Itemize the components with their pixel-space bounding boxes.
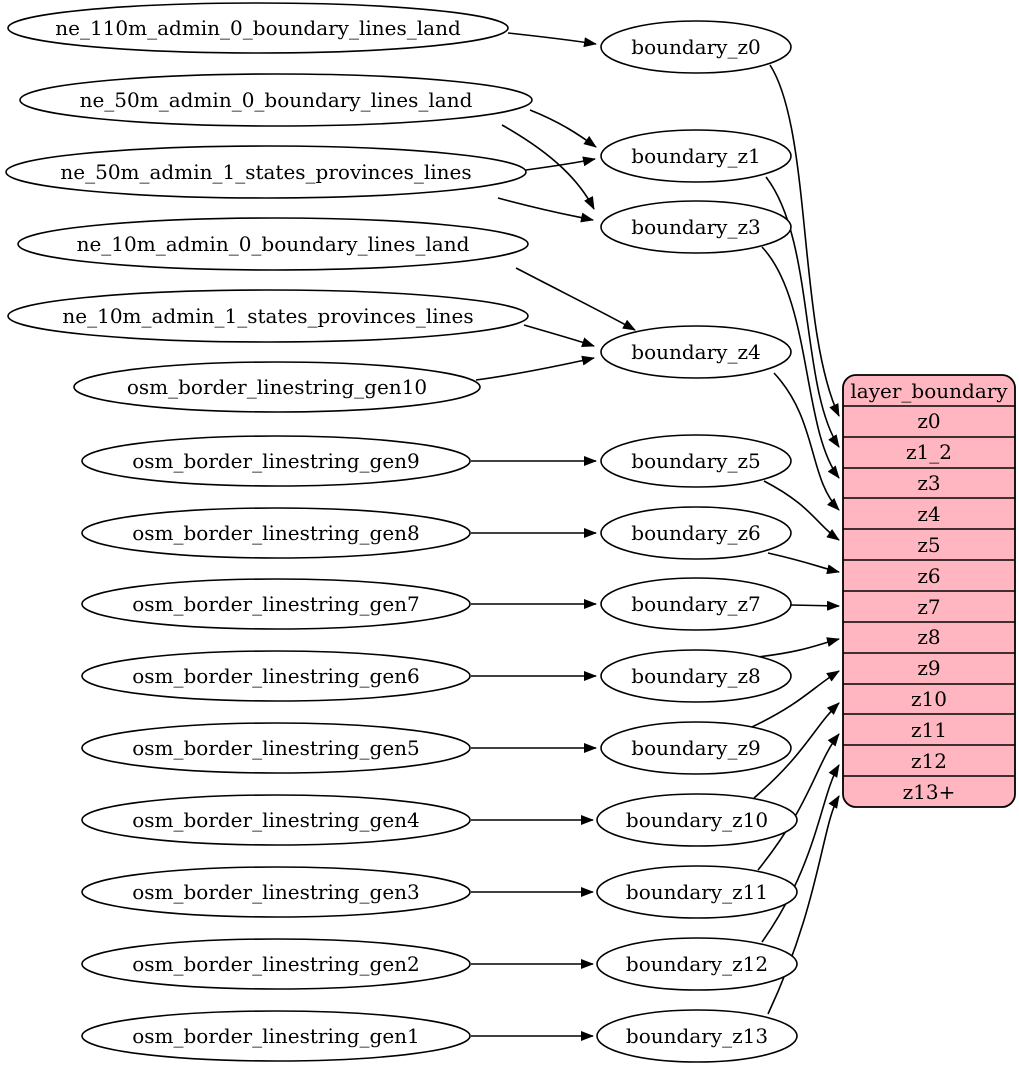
table-row-z11: z11 <box>911 718 947 742</box>
node-boundary-z4 <box>601 326 791 378</box>
node-boundary-z7 <box>601 578 791 630</box>
node-boundary-z9 <box>601 722 791 774</box>
node-osm-border-linestring-gen9 <box>82 436 470 486</box>
node-label: boundary_z7 <box>631 592 761 616</box>
node-boundary-z13 <box>597 1010 797 1062</box>
edge-osm-gen10-to-boundary-z4 <box>476 358 594 380</box>
edge-ne-50m-admin0-to-boundary-z1 <box>530 110 596 147</box>
node-osm-border-linestring-gen3 <box>82 867 470 917</box>
node-boundary-z3 <box>601 201 791 253</box>
node-ne-50m-admin-1-states-provinces-lines <box>6 146 526 198</box>
table-row-z6: z6 <box>917 564 941 588</box>
node-label: boundary_z8 <box>631 664 761 688</box>
node-boundary-z12 <box>597 938 797 990</box>
node-label: boundary_z10 <box>625 808 769 832</box>
edge-ne-110m-admin0-to-boundary-z0 <box>508 33 596 44</box>
node-ne-50m-admin-0-boundary-lines-land <box>20 74 532 126</box>
edge-ne-50m-admin1-to-boundary-z1 <box>526 159 595 170</box>
node-label: boundary_z13 <box>625 1024 769 1048</box>
table-row-z0: z0 <box>917 409 941 433</box>
node-boundary-z1 <box>601 130 791 182</box>
node-boundary-z5 <box>601 435 791 487</box>
edge-ne-10m-admin1-to-boundary-z4 <box>524 325 594 346</box>
node-label: ne_50m_admin_0_boundary_lines_land <box>79 88 473 112</box>
node-label: osm_border_linestring_gen6 <box>132 664 420 688</box>
node-label: ne_50m_admin_1_states_provinces_lines <box>60 160 472 184</box>
edge-boundary-z4-to-row-z4 <box>774 373 839 510</box>
edge-boundary-z6-to-row-z6 <box>768 553 839 572</box>
node-ne-10m-admin-1-states-provinces-lines <box>8 290 528 342</box>
table-row-z13plus: z13+ <box>902 780 956 804</box>
node-label: boundary_z0 <box>631 35 761 59</box>
node-boundary-z8 <box>601 650 791 702</box>
node-osm-border-linestring-gen10 <box>74 362 480 412</box>
node-label: boundary_z12 <box>625 952 769 976</box>
node-label: osm_border_linestring_gen1 <box>132 1024 420 1048</box>
node-label: boundary_z1 <box>631 144 761 168</box>
node-osm-border-linestring-gen1 <box>82 1011 470 1061</box>
table-row-z5: z5 <box>917 533 941 557</box>
node-label: ne_110m_admin_0_boundary_lines_land <box>55 16 461 40</box>
node-label: boundary_z4 <box>631 340 761 364</box>
node-label: osm_border_linestring_gen2 <box>132 952 420 976</box>
source-nodes <box>6 3 532 1061</box>
edge-ne-10m-admin0-to-boundary-z4 <box>516 268 635 330</box>
node-label: ne_10m_admin_0_boundary_lines_land <box>76 232 470 256</box>
table-row-z7: z7 <box>917 595 941 619</box>
node-boundary-z6 <box>601 507 791 559</box>
node-label: osm_border_linestring_gen9 <box>132 449 420 473</box>
table-row-z4: z4 <box>917 502 941 526</box>
table-row-z8: z8 <box>917 625 941 649</box>
node-osm-border-linestring-gen7 <box>82 579 470 629</box>
table-row-z3: z3 <box>917 471 941 495</box>
table-layer-boundary <box>843 375 1015 807</box>
node-label: boundary_z3 <box>631 215 761 239</box>
node-ne-10m-admin-0-boundary-lines-land <box>18 218 528 270</box>
node-boundary-z11 <box>597 866 797 918</box>
node-label: osm_border_linestring_gen10 <box>126 375 428 399</box>
node-label: osm_border_linestring_gen4 <box>132 808 420 832</box>
node-label: osm_border_linestring_gen7 <box>132 592 420 616</box>
node-label: ne_10m_admin_1_states_provinces_lines <box>62 304 474 328</box>
node-osm-border-linestring-gen5 <box>82 723 470 773</box>
edge-boundary-z7-to-row-z7 <box>791 605 839 606</box>
node-boundary-z0 <box>601 21 791 73</box>
edge-boundary-z12-to-row-z12 <box>762 765 839 942</box>
node-boundary-z10 <box>597 794 797 846</box>
node-label: osm_border_linestring_gen3 <box>132 880 420 904</box>
node-label: boundary_z11 <box>625 880 769 904</box>
table-title: layer_boundary <box>850 379 1008 403</box>
table-row-z1-2: z1_2 <box>906 440 952 464</box>
node-osm-border-linestring-gen4 <box>82 795 470 845</box>
node-label: boundary_z6 <box>631 521 761 545</box>
node-label: boundary_z9 <box>631 736 761 760</box>
table-row-z12: z12 <box>911 749 947 773</box>
node-label: boundary_z5 <box>631 449 761 473</box>
edge-boundary-z8-to-row-z8 <box>758 639 839 657</box>
table-row-z9: z9 <box>917 656 941 680</box>
node-label: osm_border_linestring_gen8 <box>132 521 420 545</box>
table-row-z10: z10 <box>911 687 947 711</box>
node-osm-border-linestring-gen2 <box>82 939 470 989</box>
node-osm-border-linestring-gen8 <box>82 508 470 558</box>
node-ne-110m-admin-0-boundary-lines-land <box>8 3 508 53</box>
node-label: osm_border_linestring_gen5 <box>132 736 420 760</box>
node-osm-border-linestring-gen6 <box>82 651 470 701</box>
edge-ne-50m-admin1-to-boundary-z3 <box>498 198 593 220</box>
